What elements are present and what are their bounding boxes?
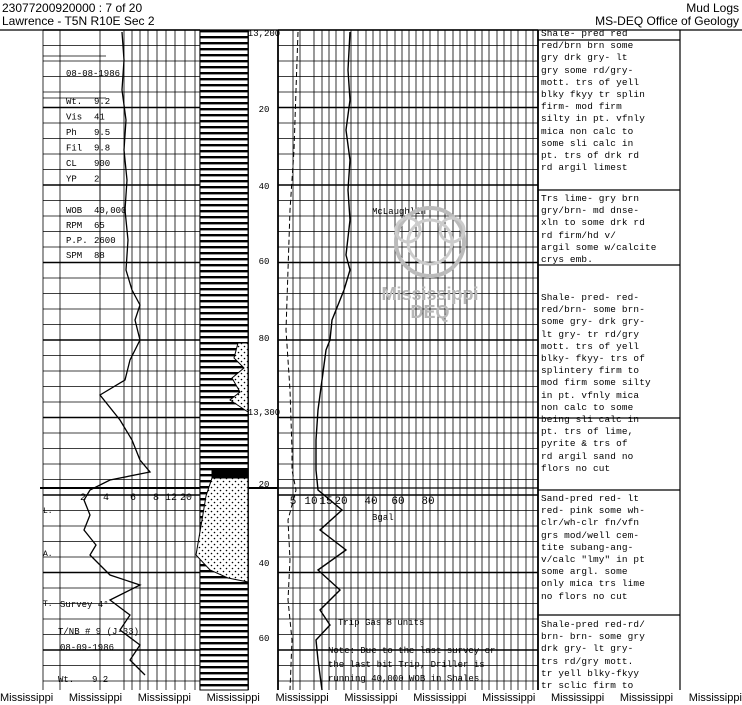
watermark-line2: DEQ [410,302,450,322]
mud-prop-value: 2 [94,174,100,185]
margin-mark: A. [43,550,53,559]
drill-param-value: 40,000 [94,206,127,216]
mud-prop-key: Wt. [66,97,83,107]
footer-text: Mississippi [275,692,329,704]
trip-gas-label: Trip Gas 8 units [338,618,425,628]
footer-text: Mississippi [137,692,191,704]
doc-type: Mud Logs [686,1,739,15]
lithology-desc-2: Trs lime- gry brn gry/brn- md dnse- xln to some drk rd rd firm/hd v/ argil some w/calcite crys emb. [541,193,657,266]
depth-label: 20 [258,105,270,115]
total-gas-curve [316,32,350,690]
margin-mark: L. [43,507,53,516]
mud-wt-key: Wt. [58,675,75,685]
driller-note: the last bit Trip, Driller is [328,660,485,670]
mud-prop-key: CL [66,159,77,169]
gas-scale-label: 40 [364,496,378,508]
background-gas-curve [286,32,298,690]
doc-id: 23077200920000 : 7 of 20 [2,1,143,15]
drill-param-value: 88 [94,251,105,261]
background-gas-label: Bgal [372,513,394,523]
footer-watermark [0,691,742,705]
depth-label: 60 [258,634,270,644]
rop-scale-label: 20 [179,493,193,504]
mud-date: 08-08-1986 [66,69,121,79]
formation-name: McLaughlin [372,207,427,217]
drill-param-key: RPM [66,221,83,231]
footer-text: Mississippi [68,692,123,704]
shale-band [212,470,248,478]
gas-scale-label: 5 [289,496,297,508]
survey-note: Survey 4° [60,600,109,610]
gas-scale-label: 15 [319,496,333,508]
depth-label: 13,200 [247,29,281,39]
rop-scale-label: 6 [129,493,137,504]
shale-column [200,30,248,488]
office-label: MS-DEQ Office of Geology [595,14,739,28]
gas-scale-label: 80 [421,496,435,508]
lithology-desc-5: Shale-pred red-rd/ brn- brn- some gry drk gry- lt gry- trs rd/gry mott. tr yell blky-fkyy tr sclic firm to [541,619,645,692]
mud-wt-value: 9.2 [92,675,109,685]
lithology-desc-3: Shale- pred- red- red/brn- some brn- some gry- drk gry- lt gry- tr rd/gry mott. trs of yell blky- fkyy- trs of splintery firm to mod firm some silty in pt. vfnly mica non calc to some being sli calc in pt. trs of lime, pyrite & trs of rd argil sand no flors no cut [541,292,651,474]
mud-prop-value: 9.5 [94,128,111,138]
deq-seal-icon [370,200,490,280]
drill-param-value: 2600 [94,236,116,246]
drill-param-key: WOB [66,206,83,216]
drill-param-value: 65 [94,221,105,231]
depth-label: 40 [258,182,270,192]
rop-scale-label: 12 [164,493,178,504]
drill-param-key: SPM [66,251,83,261]
watermark-line1: Mississippi [381,284,479,304]
footer-text: Mississippi [206,692,260,704]
rop-scale-label: 4 [102,493,110,504]
mud-prop-value: 9.2 [94,97,111,107]
depth-label: 60 [258,257,270,267]
bit-note: T/NB # 9 (J-33) [58,627,140,637]
mud-prop-value: 900 [94,159,111,169]
driller-note: Note: Due to the last survey or [328,646,496,656]
mud-prop-key: Vis [66,112,83,123]
depth-label: 13,300 [247,408,281,418]
footer-text: Mississippi [344,692,398,704]
footer-text: Mississippi [551,692,605,704]
margin-mark: T. [43,600,53,609]
gas-scale-label: 10 [304,496,318,508]
drill-param-key: P.P. [66,236,88,246]
gas-scale-label: 60 [391,496,405,508]
mud-prop-key: YP [66,174,77,185]
gas-scale-label: 20 [334,496,348,508]
rop-scale-label: 8 [152,493,160,504]
mud-prop-value: 9.8 [94,143,111,154]
location-label: Lawrence - T5N R10E Sec 2 [2,14,155,28]
mud-prop-key: Fil [66,143,83,154]
footer-text: Mississippi [413,692,467,704]
depth-label: 40 [258,559,270,569]
mud-prop-key: Ph [66,128,77,138]
footer-text: Mississippi [482,692,536,704]
mud-prop-value: 41 [94,112,105,123]
footer-text: Mississippi [688,692,742,704]
depth-label: 80 [258,334,270,344]
footer-text: Mississippi [619,692,674,704]
depth-label: 20 [258,480,270,490]
driller-note: running 40,000 WOB in Shales. [328,674,485,684]
rop-scale-label: 2 [79,493,87,504]
lithology-desc-1: Shale- pred red red/brn brn some gry drk gry- lt gry some rd/gry- mott. trs of yell blky fkyy tr splin firm- mod firm silty in pt. vfnly mica non calc to some sli calc in pt. trs of drk rd rd argil limest [541,28,645,174]
bit-date: 08-09-1986 [60,643,115,653]
lithology-desc-4: Sand-pred red- lt red- pink some wh- clr/wh-clr fn/vfn grs mod/well cem- tite subang-ang- v/calc "lmy" in pt some argl. some only mica trs lime no flors no cut [541,493,645,602]
footer-text: Mississippi [0,692,54,704]
watermark [370,200,490,321]
